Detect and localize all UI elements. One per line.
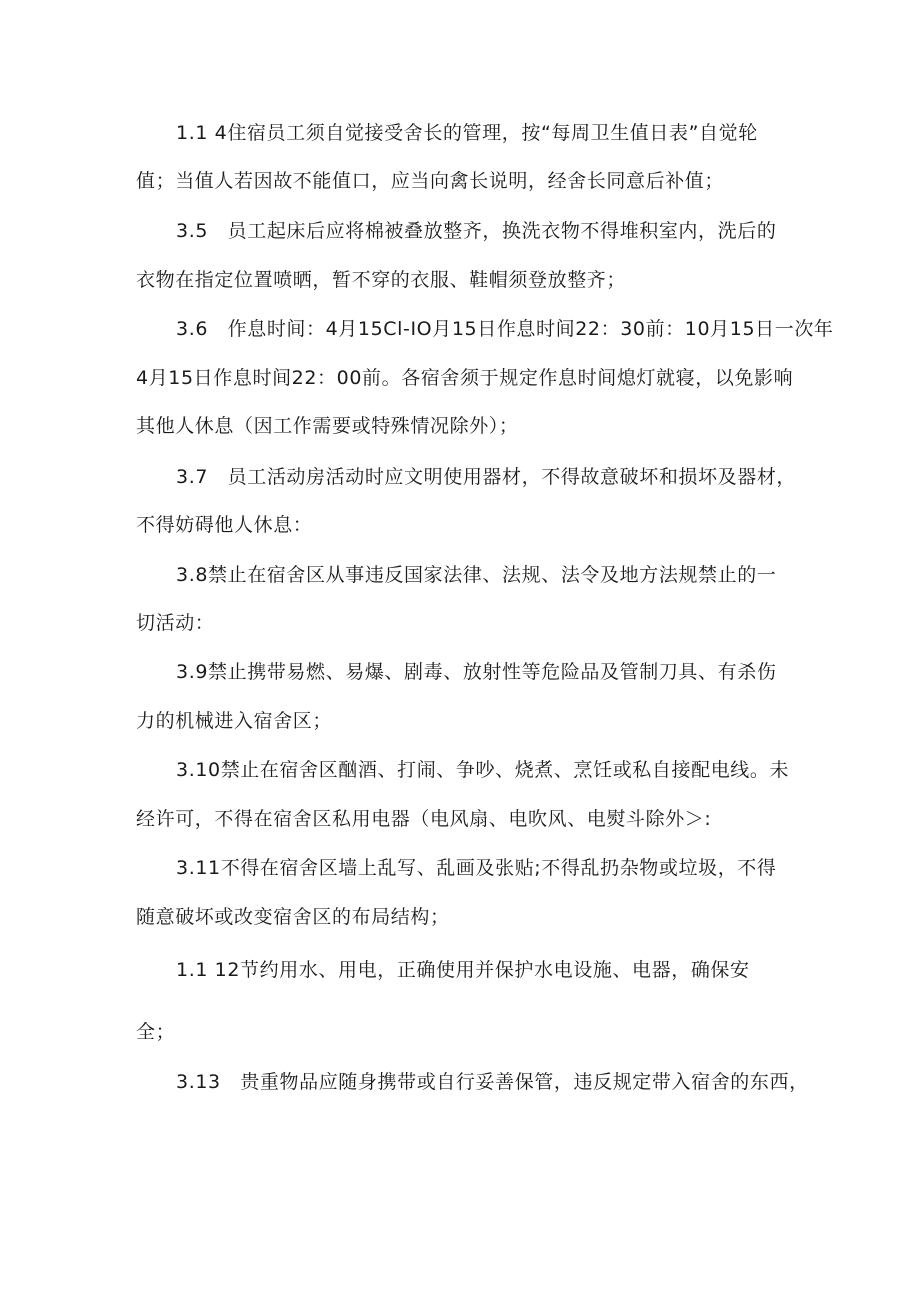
paragraph-line: 1.1 4住宿员工须自觉接受舍长的管理，按“每周卫生值日表”自觉轮 [176,122,758,144]
paragraph-line: 3.6 作息时间：4月15Cl-IO月15日作息时间22：30前：10月15日一次年 [176,318,834,340]
paragraph-line: 衣物在指定位置喷晒，暂不穿的衣服、鞋帽须登放整齐； [136,269,627,291]
paragraph-line: 4月15日作息时间22：00前。各宿舍须于规定作息时间熄灯就寝，以免影响 [136,367,794,389]
paragraph-line: 随意破坏或改变宿舍区的布局结构； [136,906,450,928]
paragraph-line: 全； [136,1021,176,1043]
paragraph-line: 不得妨碍他人休息： [136,514,313,536]
paragraph-line: 切活动： [136,612,215,634]
paragraph-line: 经许可，不得在宿舍区私用电器（电风扇、电吹风、电熨斗除外＞: [136,808,712,830]
paragraph-line: 3.13 贵重物品应随身携带或自行妥善保管，违反规定带入宿舍的东西， [176,1071,809,1093]
paragraph-line: 1.1 12节约用水、用电，正确使用并保护水电设施、电器，确保安 [176,959,750,981]
paragraph-line: 3.8禁止在宿舍区从事违反国家法律、法规、法令及地方法规禁止的一 [176,564,777,586]
paragraph-line: 3.7 员工活动房活动时应文明使用器材，不得故意破坏和损坏及器材， [176,466,797,488]
paragraph-line: 力的机械进入宿舍区； [136,710,333,732]
paragraph-line: 3.5 员工起床后应将棉被叠放整齐，换洗衣物不得堆积室内，洗后的 [176,220,777,242]
paragraph-line: 3.11不得在宿舍区墙上乱写、乱画及张贴;不得乱扔杂物或垃圾，不得 [176,857,777,879]
paragraph-line: 3.10禁止在宿舍区酗酒、打闹、争吵、烧煮、烹饪或私自接配电线。未 [176,759,790,781]
paragraph-line: 值；当值人若因故不能值口，应当向禽长说明，经舍长同意后补值； [136,170,725,192]
paragraph-line: 其他人休息（因工作需要或特殊情况除外）； [136,415,519,437]
paragraph-line: 3.9禁止携带易燃、易爆、剧毒、放射性等危险品及管制刀具、有杀伤 [176,661,777,683]
